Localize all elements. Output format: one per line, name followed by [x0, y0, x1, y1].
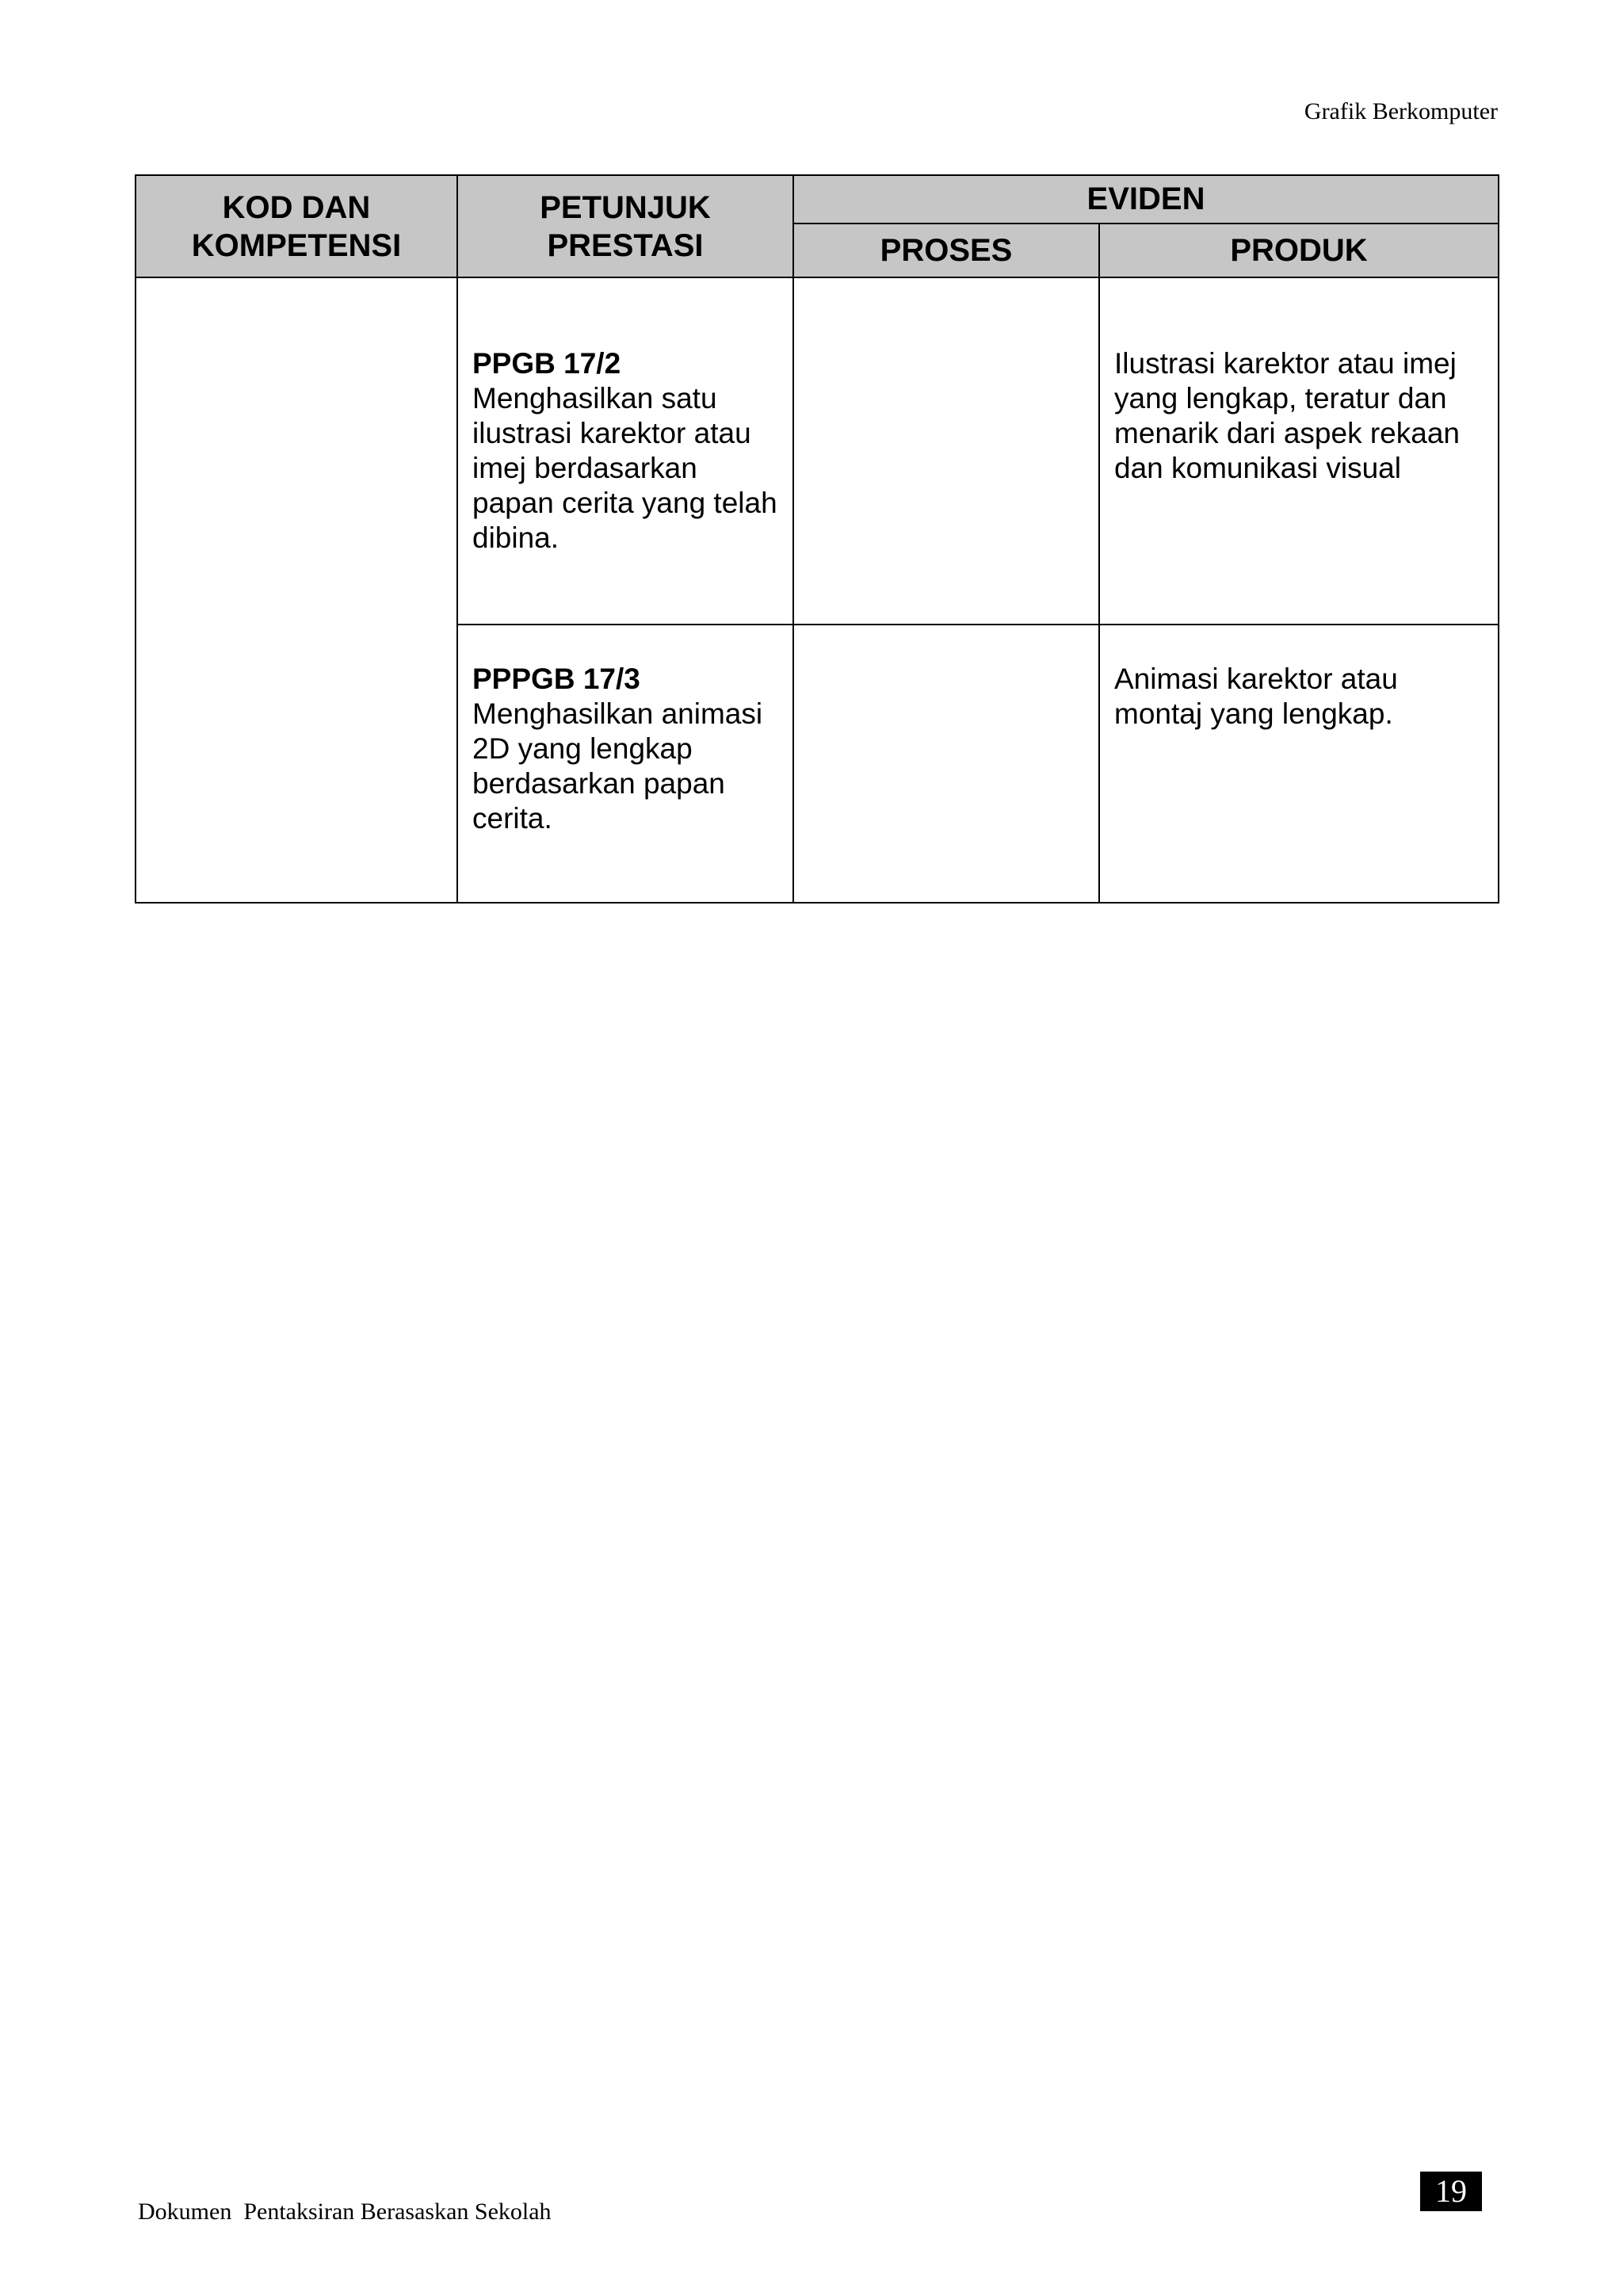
produk-cell [1099, 277, 1499, 625]
page-header-title: Grafik Berkomputer [1304, 98, 1498, 124]
table-row [136, 277, 1499, 625]
proses-cell [793, 625, 1099, 903]
competency-code: PPGB 17/2 [472, 347, 621, 380]
header-petunjuk-prestasi: PETUNJUK PRESTASI [457, 175, 793, 277]
header-proses: PROSES [793, 223, 1099, 277]
header-kod-dan-kompetensi: KOD DAN KOMPETENSI [136, 175, 457, 277]
proses-cell [793, 277, 1099, 625]
assessment-table [135, 174, 1499, 904]
produk-text: Ilustrasi karektor atau imej yang lengkap, teratur dan menarik dari aspek rekaan dan komunikasi visual [1114, 347, 1460, 484]
petunjuk-cell [457, 277, 793, 625]
header-eviden: EVIDEN [793, 175, 1499, 223]
produk-text: Animasi karektor atau montaj yang lengkap. [1114, 663, 1398, 730]
kod-cell [136, 277, 457, 903]
produk-cell [1099, 625, 1499, 903]
petunjuk-text: Menghasilkan animasi 2D yang lengkap berdasarkan papan cerita. [472, 697, 763, 835]
petunjuk-cell [457, 625, 793, 903]
footer-document-title: Dokumen Pentaksiran Berasaskan Sekolah [138, 2199, 552, 2225]
petunjuk-text: Menghasilkan satu ilustrasi karektor atau imej berdasarkan papan cerita yang telah dibina. [472, 382, 777, 554]
competency-code: PPPGB 17/3 [472, 663, 640, 695]
header-produk: PRODUK [1099, 223, 1499, 277]
page-number: 19 [1420, 2172, 1482, 2211]
